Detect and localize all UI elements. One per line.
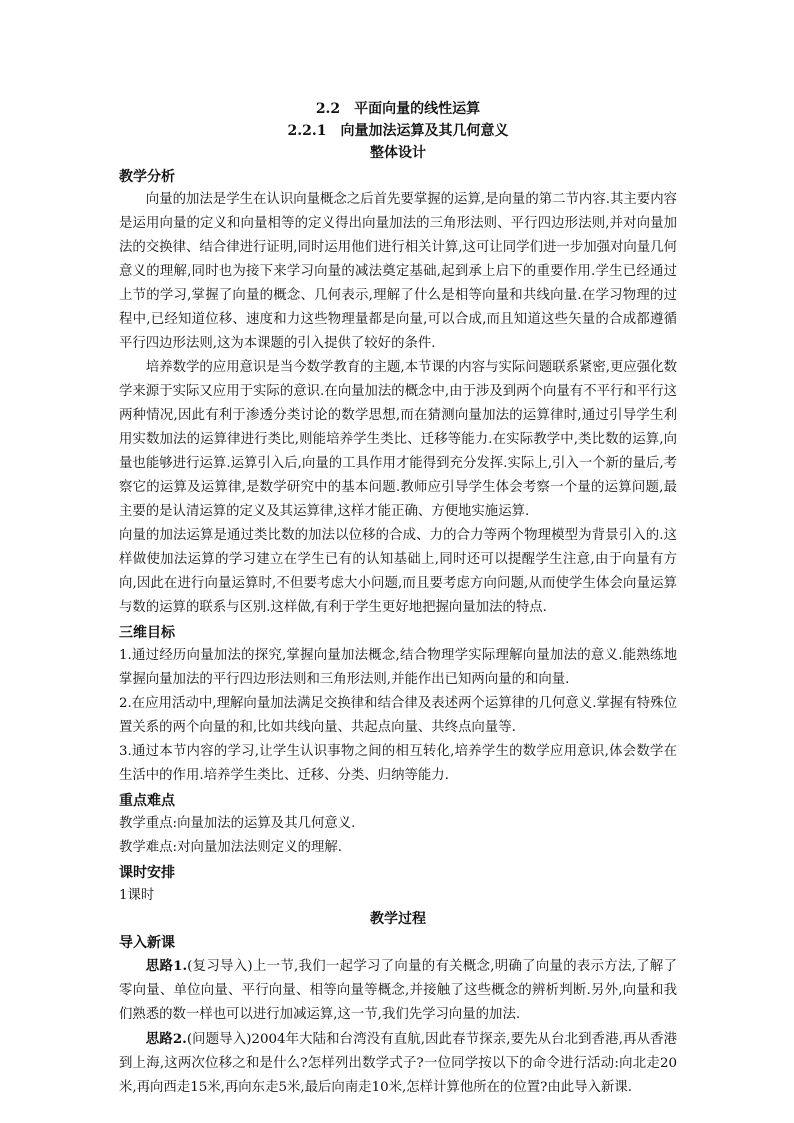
goal-1: 1.通过经历向量加法的探究,掌握向量加法概念,结合物理学实际理解向量加法的意义.能熟练地掌握向量加法的平行四边形法则和三角形法则,并能作出已知两向量的和向量.: [119, 648, 677, 687]
idea-2-label: 思路2.: [145, 1031, 187, 1047]
design-title: 整体设计: [370, 145, 426, 161]
idea-1-text: (复习导入)上一节,我们一起学习了向量的有关概念,明确了向量的表示方法,了解了零向量、单位向量、平行向量、相等向量等概念,并接触了这些概念的辨析判断.另外,向量和我们熟悉的数一样也可以进行加减运算,这一节,我们先学习向量的加法.: [119, 959, 677, 1022]
hours: 1课时: [119, 888, 155, 903]
difficult-point: 教学难点:对向量加法法则定义的理解.: [119, 840, 343, 855]
subsection-title: 2.2.1 向量加法运算及其几何意义: [287, 123, 509, 139]
idea-1-label: 思路1.: [145, 958, 188, 974]
section-title: 2.2 平面向量的线性运算: [315, 101, 481, 117]
heading-analysis: 教学分析: [119, 169, 175, 185]
goal-2: 2.在应用活动中,理解向量加法满足交换律和结合律及表述两个运算律的几何意义.掌握有特殊位置关系的两个向量的和,比如共线向量、共起点向量、共终点向量等.: [119, 696, 677, 735]
idea-2: [119, 1027, 677, 1100]
document-page: [119, 98, 677, 1100]
idea-2-text: (问题导入)2004年大陆和台湾没有直航,因此春节探亲,要先从台北到香港,再从香港到上海,这两次位移之和是什么?怎样列出数学式子?一位同学按以下的命令进行活动:向北走20米,再向西走15米,再向东走5米,最后向南走10米,怎样计算他所在的位置?由此导入新课.: [119, 1032, 678, 1095]
heading-intro: 导入新课: [119, 935, 175, 951]
goal-3: 3.通过本节内容的学习,让学生认识事物之间的相互转化,培养学生的数学应用意识,体会数学在生活中的作用.培养学生类比、迁移、分类、归纳等能力.: [119, 744, 677, 783]
analysis-paragraph-2: 培养数学的应用意识是当今数学教育的主题,本节课的内容与实际问题联系紧密,更应强化数学来源于实际又应用于实际的意识.在向量加法的概念中,由于涉及到两个向量有不平行和平行这两种情况,因此有利于渗透分类讨论的数学思想,而在猜测向量加法的运算律时,通过引导学生利用实数加法的运算律进行类比,则能培养学生类比、迁移等能力.在实际教学中,类比数的运算,向量也能够进行运算.运算引入后,向量的工具作用才能得到充分发挥.实际上,引入一个新的量后,考察它的运算及运算律,是数学研究中的基本问题.教师应引导学生体会考察一个量的运算问题,最主要的是认清运算的定义及其运算律,这样才能正确、方便地实施运算.: [119, 360, 677, 519]
analysis-paragraph-1: 向量的加法是学生在认识向量概念之后首先要掌握的运算,是向量的第二节内容.其主要内容是运用向量的定义和向量相等的定义得出向量加法的三角形法则、平行四边形法则,并对向量加法的交换律、结合律进行证明,同时运用他们进行相关计算,这可让同学们进一步加强对向量几何意义的理解,同时也为接下来学习向量的减法奠定基础,起到承上启下的重要作用.学生已经通过上节的学习,掌握了向量的概念、几何表示,理解了什么是相等向量和共线向量.在学习物理的过程中,已经知道位移、速度和力这些物理量都是向量,可以合成,而且知道这些矢量的合成都遵循平行四边形法则,这为本课题的引入提供了较好的条件.: [119, 192, 677, 351]
analysis-paragraph-3: 向量的加法运算是通过类比数的加法以位移的合成、力的合力等两个物理模型为背景引入的.这样做使加法运算的学习建立在学生已有的认知基础上,同时还可以提醒学生注意,由于向量有方向,因此在进行向量运算时,不但要考虑大小问题,而且要考虑方向问题,从而使学生体会向量运算与数的运算的联系与区别.这样做,有利于学生更好地把握向量加法的特点.: [119, 528, 677, 615]
idea-1: [119, 954, 677, 1027]
heading-key-points: 重点难点: [119, 793, 175, 809]
heading-goals: 三维目标: [119, 625, 175, 641]
heading-hours: 课时安排: [119, 865, 175, 881]
key-point: 教学重点:向量加法的运算及其几何意义.: [119, 816, 356, 831]
heading-process: 教学过程: [370, 911, 426, 927]
